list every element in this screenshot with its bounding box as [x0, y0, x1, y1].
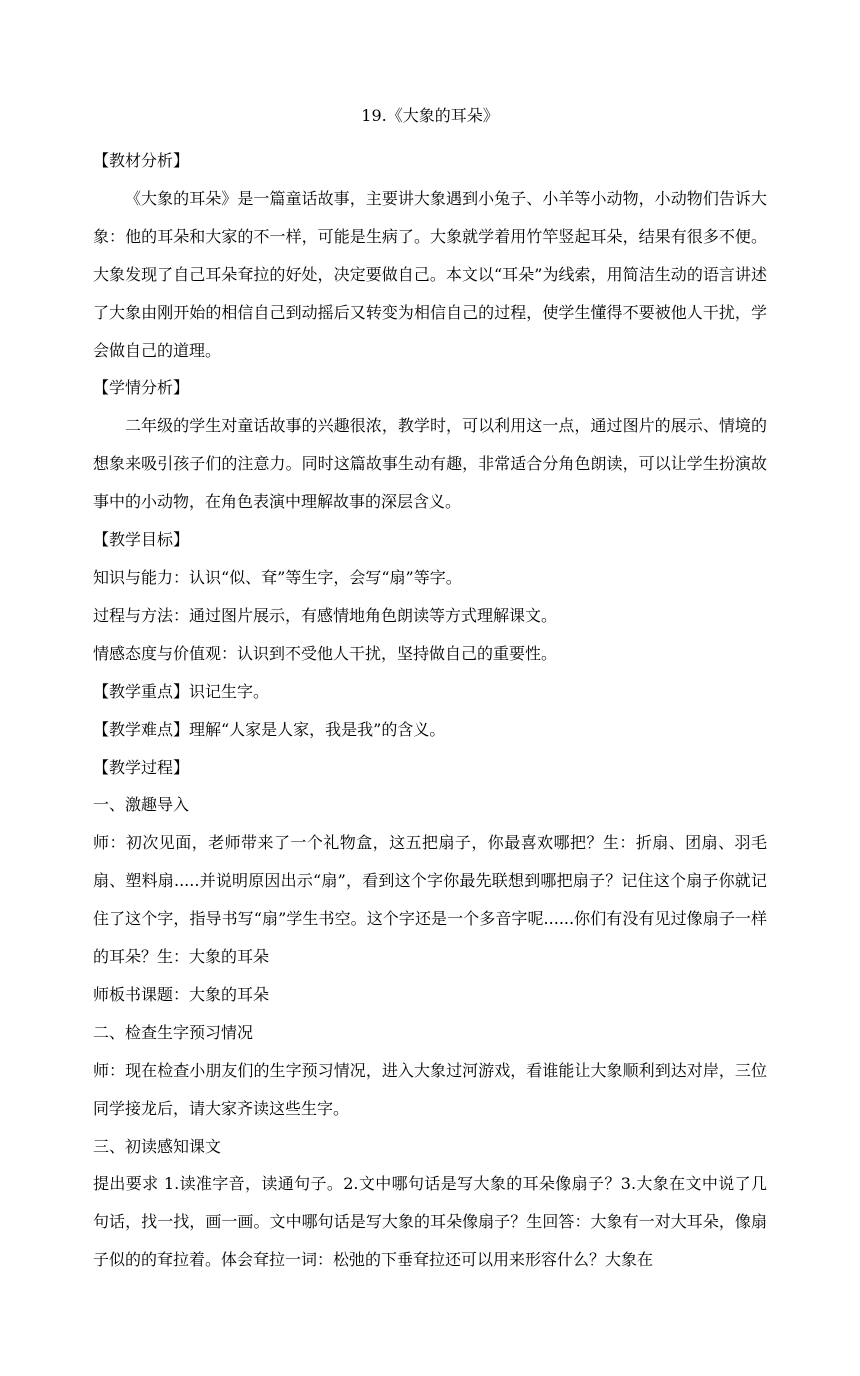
goal-process: 过程与方法：通过图片展示，有感情地角色朗读等方式理解课文。 — [93, 605, 558, 625]
step-heading-1: 一、激趣导入 — [93, 795, 190, 815]
goal-emotion: 情感态度与价值观：认识到不受他人干扰，坚持做自己的重要性。 — [93, 643, 558, 663]
goal-knowledge: 知识与能力：认识“似、耷”等生字，会写“扇”等字。 — [93, 567, 462, 587]
document-body — [93, 142, 767, 1279]
step-heading-2: 二、检查生字预习情况 — [93, 1022, 254, 1042]
teaching-difficulty: 【教学难点】理解“人家是人家，我是我”的含义。 — [93, 719, 446, 739]
paragraph-textbook-analysis: 《大象的耳朵》是一篇童话故事，主要讲大象遇到小兔子、小羊等小动物，小动物们告诉大象：他的耳朵和大家的不一样，可能是生病了。大象就学着用竹竿竖起耳朵，结果有很多不便。大象发现了自己耳朵耷拉的好处，决定要做自己。本文以“耳朵”为线索，用简洁生动的语言讲述了大象由刚开始的相信自己到动摇后又转变为相信自己的过程，使学生懂得不要被他人干扰，学会做自己的道理。 — [93, 188, 767, 360]
section-heading-textbook-analysis: 【教材分析】 — [93, 151, 190, 170]
paragraph-board-title: 师板书课题：大象的耳朵 — [93, 984, 270, 1004]
teaching-key-point: 【教学重点】识记生字。 — [93, 681, 270, 701]
document-title: 19.《大象的耳朵》 — [361, 106, 499, 125]
paragraph-step-1: 师：初次见面，老师带来了一个礼物盒，这五把扇子，你最喜欢哪把？生：折扇、团扇、羽毛扇、塑料扇.....并说明原因出示“扇”，看到这个字你最先联想到哪把扇子？记住这个扇子你就记住了这个字，指导书写“扇”学生书空。这个字还是一个多音字呢......你们有没有见过像扇子一样的耳朵？生：大象的耳朵 — [93, 833, 767, 967]
paragraph-step-2: 师：现在检查小朋友们的生字预习情况，进入大象过河游戏，看谁能让大象顺利到达对岸，三位同学接龙后，请大家齐读这些生字。 — [93, 1060, 767, 1118]
section-heading-teaching-process: 【教学过程】 — [93, 757, 190, 777]
step-heading-3: 三、初读感知课文 — [93, 1136, 222, 1156]
section-heading-teaching-goals: 【教学目标】 — [93, 530, 190, 550]
paragraph-student-analysis: 二年级的学生对童话故事的兴趣很浓，教学时，可以利用这一点，通过图片的展示、情境的想象来吸引孩子们的注意力。同时这篇故事生动有趣，非常适合分角色朗读，可以让学生扮演故事中的小动物，在角色表演中理解故事的深层含义。 — [93, 416, 767, 512]
paragraph-step-3: 提出要求 1.读准字音，读通句子。2.文中哪句话是写大象的耳朵像扇子？3.大象在文中说了几句话，找一找，画一画。文中哪句话是写大象的耳朵像扇子？生回答：大象有一对大耳朵，像扇子似的的耷拉着。体会耷拉一词：松弛的下垂耷拉还可以用来形容什么？大象在 — [93, 1174, 767, 1270]
section-heading-student-analysis: 【学情分析】 — [93, 378, 190, 398]
